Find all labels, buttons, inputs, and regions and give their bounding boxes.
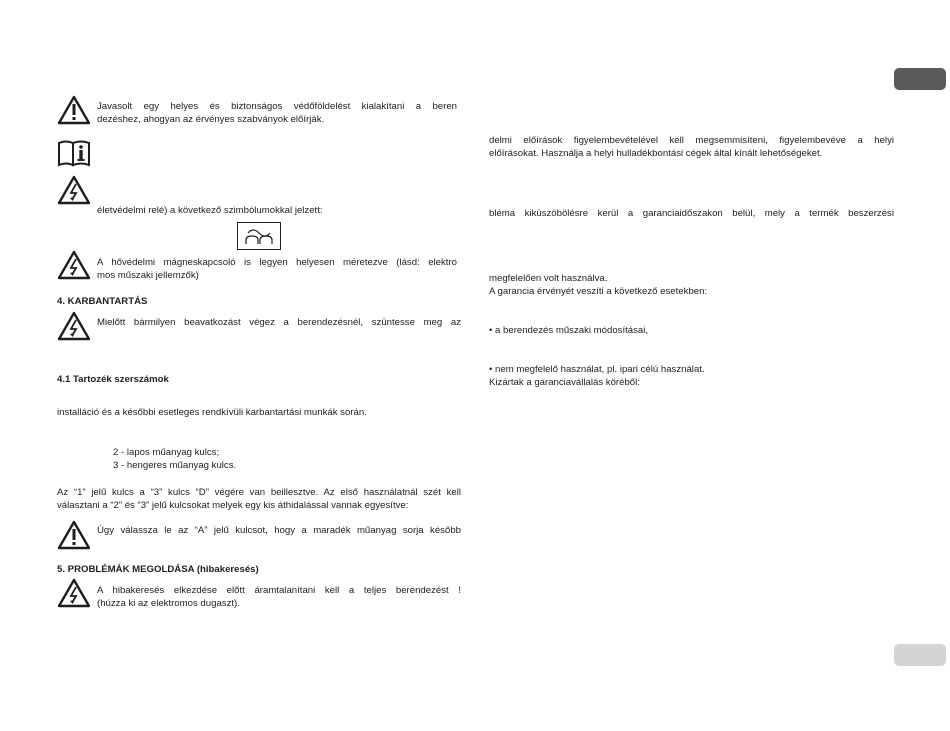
paragraph-proper-use: megfelelően volt használva.	[489, 273, 608, 284]
list-item-improper-use: • nem megfelelő használat, pl. ipari célú használat.	[489, 364, 705, 375]
paragraph-thermal-switch-line2: mos műszaki jellemzők)	[97, 270, 199, 281]
list-item-round-key: 3 - hengeres műanyag kulcs.	[113, 460, 237, 471]
paragraph-thermal-switch-line1: A hővédelmi mágneskapcsoló is legyen helyesen méretezve (lásd: elektro	[97, 257, 457, 268]
paragraph-warranty-period: bléma kiküszöbölésre kerül a garanciaidőszakon belül, mely a termék beszerzési	[489, 208, 894, 219]
paragraph-grounding-line1: Javasolt egy helyes és biztonságos védőföldelést kialakítani a beren	[97, 101, 457, 112]
heading-accessory-tools: 4.1 Tartozék szerszámok	[57, 374, 169, 385]
paragraph-disposal-line2: előírásokat. Használja a helyi hulladékbontási cégek által kínált lehetőségeket.	[489, 148, 823, 159]
paragraph-installation: installáció és a későbbi esetleges rendkívüli karbantartási munkák során.	[57, 407, 367, 418]
electric-hazard-icon	[57, 175, 91, 205]
paragraph-separate-key: Úgy válassza le az “A” jelű kulcsot, hogy a maradék műanyag sorja később	[97, 525, 461, 536]
paragraph-grounding-line2: dezéshez, ahogyan az érvényes szabványok előírják.	[97, 114, 325, 125]
warning-triangle-icon	[57, 95, 91, 125]
list-item-technical-modifications: • a berendezés műszaki módosításai,	[489, 325, 649, 336]
paragraph-before-intervention: Mielőtt bármilyen beavatkozást végez a berendezésnél, szüntesse meg az	[97, 317, 461, 328]
electric-hazard-icon	[57, 578, 91, 608]
paragraph-excluded: Kizártak a garanciavállalás köréből:	[489, 377, 640, 388]
side-tab-light	[894, 644, 946, 666]
paragraph-rcd-symbols: életvédelmi relé) a következő szimbólumokkal jelzett:	[97, 205, 323, 216]
paragraph-troubleshooting-line2: (húzza ki az elektromos dugaszt).	[97, 598, 240, 609]
electric-hazard-icon	[57, 250, 91, 280]
list-item-flat-key: 2 - lapos műanyag kulcs;	[113, 447, 220, 458]
paragraph-keys-line1: Az “1” jelű kulcs a “3” kulcs “D” végére van beillesztve. Az első használatnál szét kell	[57, 487, 461, 498]
electric-hazard-icon	[57, 311, 91, 341]
read-manual-icon	[57, 139, 91, 167]
paragraph-keys-line2: választani a “2” és “3” jelű kulcsokat melyek egy kis áthidalással vannak egyesítve:	[57, 500, 409, 511]
heading-maintenance: 4. KARBANTARTÁS	[57, 296, 148, 307]
paragraph-troubleshooting-line1: A hibakeresés elkezdése előtt áramtalanítani kell a teljes berendezést !	[97, 585, 461, 596]
paragraph-disposal-line1: delmi előírások figyelembevételével kell megsemmisíteni, figyelembevéve a helyi	[489, 135, 894, 146]
rcd-symbol-icon	[237, 222, 281, 250]
side-tab-dark	[894, 68, 946, 90]
paragraph-warranty-void: A garancia érvényét veszíti a következő esetekben:	[489, 286, 708, 297]
warning-triangle-icon	[57, 520, 91, 550]
heading-troubleshooting: 5. PROBLÉMÁK MEGOLDÁSA (hibakeresés)	[57, 564, 259, 575]
